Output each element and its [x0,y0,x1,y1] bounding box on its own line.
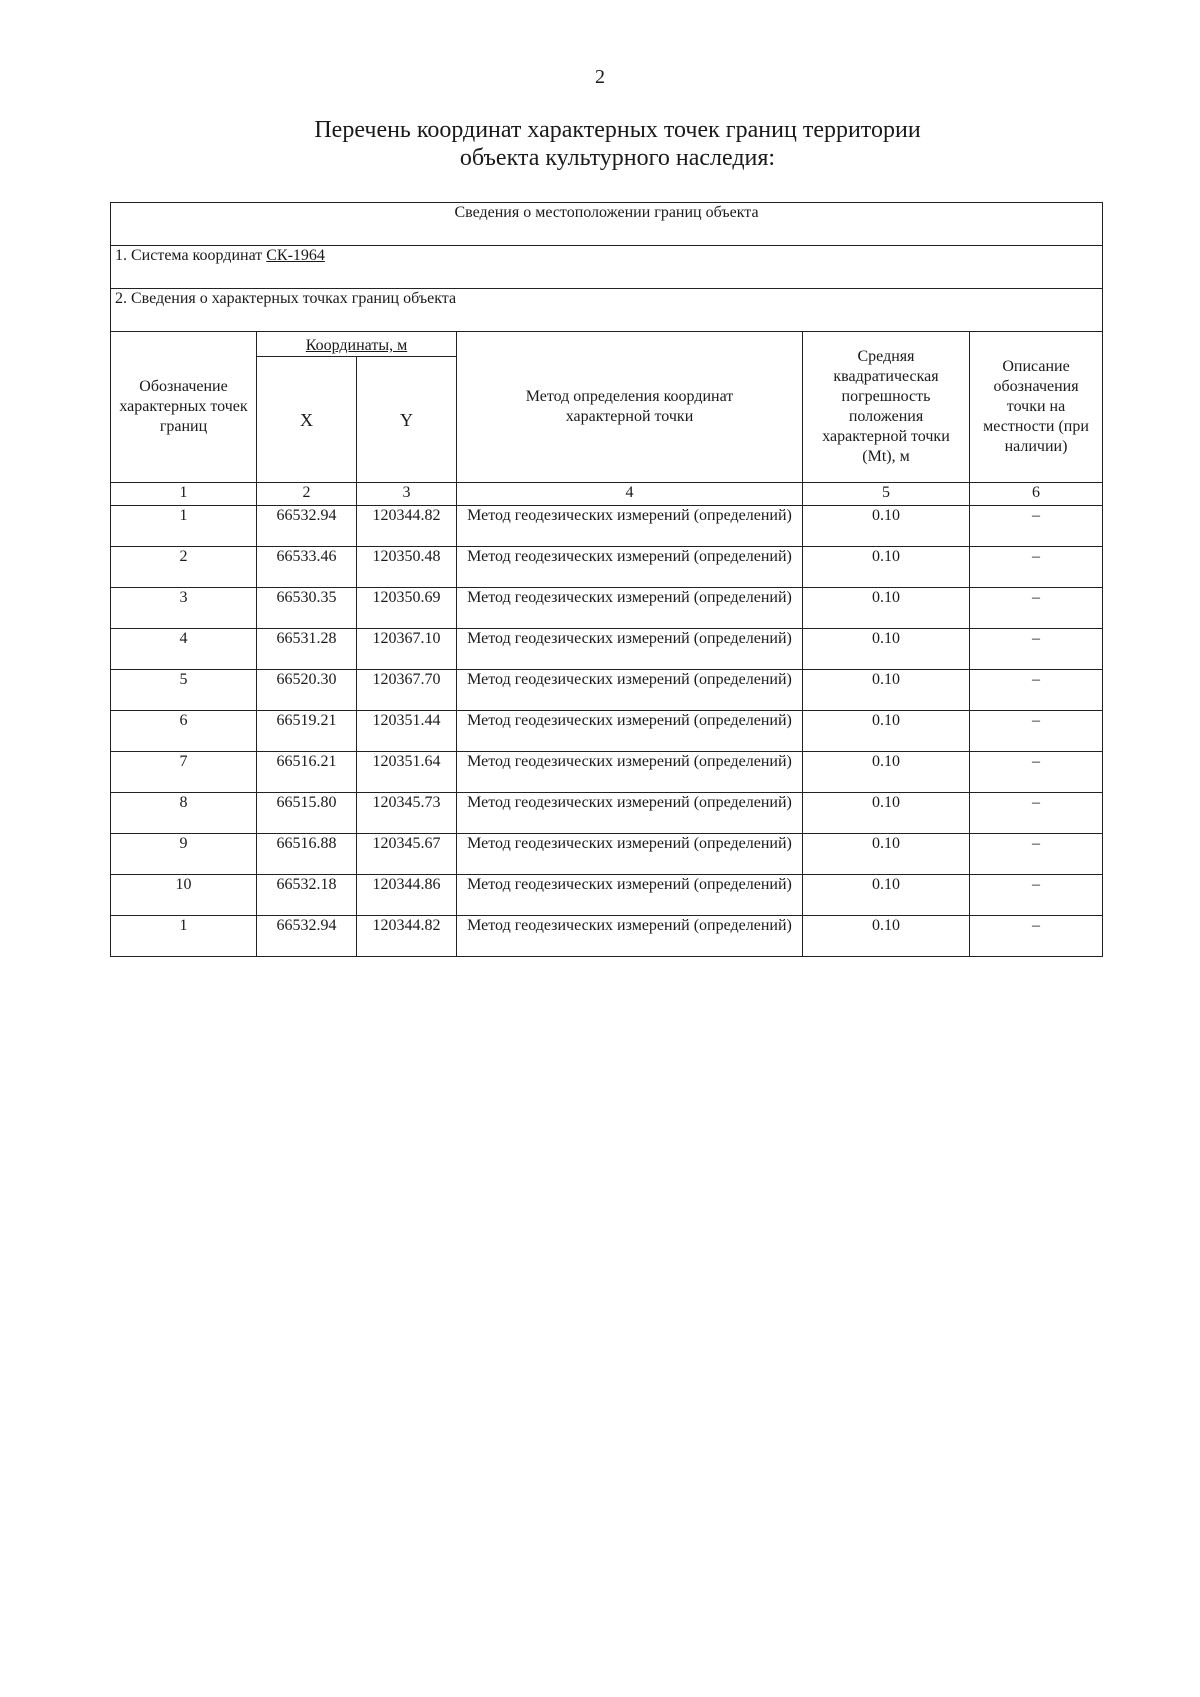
coord-x: 66519.21 [257,711,357,752]
coord-y: 120367.70 [357,670,457,711]
column-number: 1 [111,483,257,506]
table-row [111,547,1103,588]
description: – [970,506,1103,547]
table-row [111,875,1103,916]
point-id: 3 [111,588,257,629]
header-description: Описание обозначения точки на местности (при наличии) [970,332,1103,483]
table-row [111,670,1103,711]
method: Метод геодезических измерений (определений) [457,588,803,629]
coord-y: 120367.10 [357,629,457,670]
coord-x: 66532.94 [257,916,357,957]
coord-x: 66533.46 [257,547,357,588]
method: Метод геодезических измерений (определений) [457,629,803,670]
title-line-2: объекта культурного наследия: [459,145,776,171]
table-row [111,834,1103,875]
coord-x: 66515.80 [257,793,357,834]
coord-y: 120344.86 [357,875,457,916]
point-id: 5 [111,670,257,711]
method: Метод геодезических измерений (определений) [457,547,803,588]
point-id: 2 [111,547,257,588]
coordinates-table [110,202,1103,957]
header-coordinates-label: Координаты, м [305,337,408,354]
coord-y: 120345.67 [357,834,457,875]
coord-x: 66532.94 [257,506,357,547]
method: Метод геодезических измерений (определений) [457,670,803,711]
section-title: Сведения о местоположении границ объекта [111,203,1103,246]
method: Метод геодезических измерений (определений) [457,506,803,547]
method: Метод геодезических измерений (определений) [457,793,803,834]
document-title [0,116,1200,172]
coordinate-system-label: 1. Система координат [115,247,267,264]
column-numbers-row [111,483,1103,506]
error: 0.10 [803,916,970,957]
method: Метод геодезических измерений (определений) [457,875,803,916]
point-id: 1 [111,506,257,547]
method: Метод геодезических измерений (определений) [457,711,803,752]
table-row [111,506,1103,547]
description: – [970,793,1103,834]
header-error: Средняя квадратическая погрешность положения характерной точки (Mt), м [803,332,970,483]
coord-y: 120344.82 [357,506,457,547]
description: – [970,875,1103,916]
description: – [970,834,1103,875]
point-id: 4 [111,629,257,670]
error: 0.10 [803,547,970,588]
description: – [970,588,1103,629]
coord-x: 66532.18 [257,875,357,916]
error: 0.10 [803,793,970,834]
coordinate-system [111,246,1103,289]
table-row [111,793,1103,834]
coord-y: 120344.82 [357,916,457,957]
table-row [111,629,1103,670]
error: 0.10 [803,711,970,752]
point-id: 6 [111,711,257,752]
header-designation: Обозначение характерных точек границ [111,332,257,483]
table-row [111,588,1103,629]
error: 0.10 [803,588,970,629]
column-number: 5 [803,483,970,506]
header-x: X [257,357,357,483]
coord-y: 120345.73 [357,793,457,834]
error: 0.10 [803,752,970,793]
error: 0.10 [803,506,970,547]
method: Метод геодезических измерений (определений) [457,834,803,875]
points-section-title: 2. Сведения о характерных точках границ объекта [111,289,1103,332]
method: Метод геодезических измерений (определений) [457,916,803,957]
point-id: 8 [111,793,257,834]
description: – [970,547,1103,588]
title-line-1: Перечень координат характерных точек границ территории [314,117,921,143]
coord-x: 66520.30 [257,670,357,711]
coord-x: 66516.88 [257,834,357,875]
description: – [970,670,1103,711]
column-number: 3 [357,483,457,506]
coord-x: 66531.28 [257,629,357,670]
point-id: 7 [111,752,257,793]
error: 0.10 [803,670,970,711]
table-row [111,916,1103,957]
header-method: Метод определения координат характерной точки [457,332,803,483]
description: – [970,752,1103,793]
description: – [970,629,1103,670]
description: – [970,711,1103,752]
table-row [111,752,1103,793]
coord-x: 66516.21 [257,752,357,793]
point-id: 1 [111,916,257,957]
header-coordinates [257,332,457,357]
coord-y: 120350.48 [357,547,457,588]
column-number: 6 [970,483,1103,506]
column-number: 4 [457,483,803,506]
coordinate-system-name: СК-1964 [266,247,325,264]
coord-x: 66530.35 [257,588,357,629]
column-number: 2 [257,483,357,506]
header-y: Y [357,357,457,483]
point-id: 10 [111,875,257,916]
method: Метод геодезических измерений (определений) [457,752,803,793]
table-row [111,711,1103,752]
coord-y: 120351.64 [357,752,457,793]
point-id: 9 [111,834,257,875]
description: – [970,916,1103,957]
error: 0.10 [803,875,970,916]
page-number: 2 [595,66,605,88]
coord-y: 120350.69 [357,588,457,629]
error: 0.10 [803,834,970,875]
error: 0.10 [803,629,970,670]
coord-y: 120351.44 [357,711,457,752]
